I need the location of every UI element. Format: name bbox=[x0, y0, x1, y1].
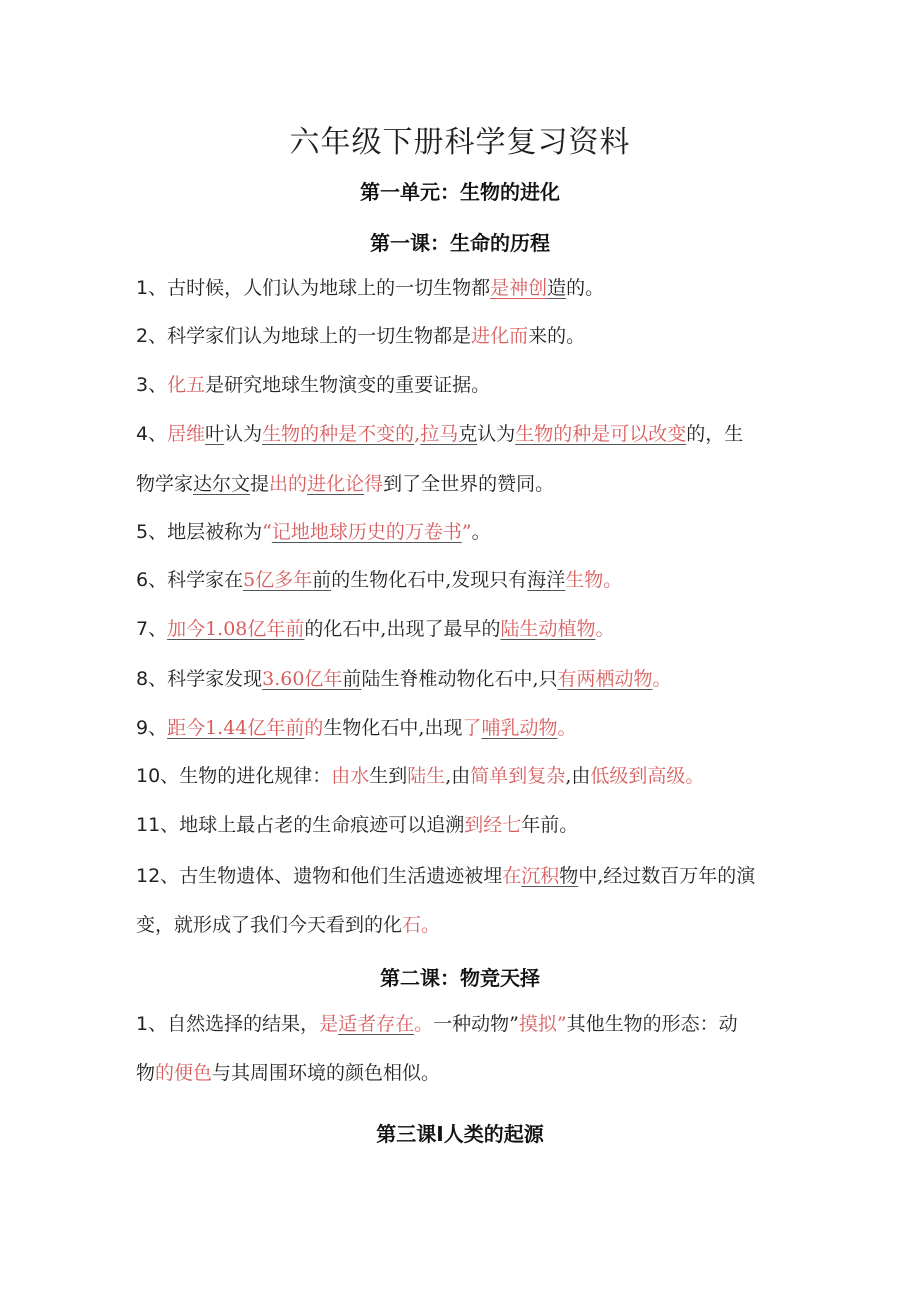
item-number: 10、 bbox=[136, 765, 180, 787]
item-7 bbox=[136, 604, 796, 654]
item-11 bbox=[136, 800, 796, 850]
text: 来的。 bbox=[528, 325, 586, 347]
lesson-3-heading: 第三课I人类的起源 bbox=[376, 1122, 544, 1146]
text: 。 bbox=[471, 521, 491, 543]
item-number: 6、 bbox=[136, 569, 168, 591]
text: 认为 bbox=[224, 423, 263, 445]
text: 的，生 bbox=[686, 423, 744, 445]
text: 地球上最占老的生命痕迹可以追溯 bbox=[179, 814, 465, 836]
answer: 简单到复杂 bbox=[470, 765, 566, 787]
item-number: 2、 bbox=[136, 325, 168, 347]
item-number: 4、 bbox=[136, 423, 168, 445]
answer: 化五 bbox=[167, 374, 206, 396]
text: 物 bbox=[559, 865, 579, 887]
text: 前 bbox=[312, 569, 332, 591]
answer: 哺乳动物 bbox=[481, 717, 558, 739]
text: 克 bbox=[458, 423, 478, 445]
answer: 由水 bbox=[331, 765, 370, 787]
text: 的。 bbox=[566, 277, 605, 299]
text: 其他生物的形态：动 bbox=[566, 1013, 738, 1035]
answer: 生物的种是不变的 bbox=[262, 423, 415, 445]
text: 。 bbox=[557, 717, 577, 739]
item-number: 9、 bbox=[136, 717, 168, 739]
text: 提 bbox=[250, 473, 270, 495]
answer: 距今1.44亿年前 bbox=[167, 717, 305, 739]
text: 生物化石中,出现 bbox=[323, 717, 463, 739]
item-5 bbox=[136, 507, 796, 557]
item-number: 12、 bbox=[136, 865, 180, 887]
answer: 摸拟 bbox=[518, 1013, 557, 1035]
text: 叶 bbox=[205, 423, 225, 445]
text: 物学家 bbox=[136, 473, 194, 495]
text: 地层被称为 bbox=[167, 521, 263, 543]
answer: 得 bbox=[364, 473, 384, 495]
item-12 bbox=[136, 851, 796, 901]
text: “ bbox=[262, 521, 272, 543]
answer: 沉积 bbox=[521, 865, 560, 887]
item-12-continued bbox=[136, 900, 796, 950]
answer: 居维 bbox=[167, 423, 206, 445]
text: 的 bbox=[304, 717, 324, 739]
answer: 出的 bbox=[269, 473, 308, 495]
text: 是研究地球生物演变的重要证据。 bbox=[205, 374, 491, 396]
text: 古时候，人们认为地球上的一切生物都 bbox=[167, 277, 491, 299]
answer: 低级到高级 bbox=[590, 765, 686, 787]
item-6 bbox=[136, 555, 796, 605]
item-4-continued bbox=[136, 459, 796, 509]
text: 。 bbox=[685, 765, 705, 787]
text: 认为 bbox=[477, 423, 516, 445]
answer: 生物 bbox=[565, 569, 604, 591]
text: 。 bbox=[652, 668, 672, 690]
answer: 海洋 bbox=[527, 569, 566, 591]
text: 年前。 bbox=[521, 814, 579, 836]
item-3 bbox=[136, 360, 796, 410]
text: 生物的进化规律： bbox=[179, 765, 332, 787]
text: 是 bbox=[319, 1013, 339, 1035]
text: 的化石中,出现了最早的 bbox=[304, 618, 501, 640]
item-number: 3、 bbox=[136, 374, 168, 396]
text: ” bbox=[461, 521, 472, 543]
answer: 3.60亿年 bbox=[262, 668, 343, 690]
item-number: 1、 bbox=[136, 277, 168, 299]
text: 到了全世界的赞同。 bbox=[383, 473, 555, 495]
text: 前 bbox=[342, 668, 362, 690]
text: 。 bbox=[414, 1013, 434, 1035]
text: 变，就形成了我们今天看到的化 bbox=[136, 914, 403, 936]
item-number: 11、 bbox=[136, 814, 180, 836]
text: 科学家们认为地球上的一切生物都是 bbox=[167, 325, 472, 347]
text: 古生物遗体、遗物和他们生活遗迹被埋 bbox=[179, 865, 503, 887]
item-10 bbox=[136, 751, 796, 801]
text: 科学家发现 bbox=[167, 668, 263, 690]
item-2 bbox=[136, 311, 796, 361]
answer: 进化而 bbox=[471, 325, 529, 347]
text: ” bbox=[509, 1013, 519, 1035]
answer: 有两栖动物 bbox=[557, 668, 653, 690]
text: 。 bbox=[595, 618, 615, 640]
lesson-2-item-1 bbox=[136, 999, 796, 1049]
answer: 生物的种是可以改变 bbox=[515, 423, 687, 445]
unit-heading: 第一单元：生物的进化 bbox=[360, 180, 560, 204]
text: 自然选择的结果， bbox=[167, 1013, 320, 1035]
item-9 bbox=[136, 703, 796, 753]
answer: 拉马 bbox=[420, 423, 459, 445]
text: ,由 bbox=[565, 765, 591, 787]
item-4 bbox=[136, 409, 796, 459]
text: 生到 bbox=[369, 765, 408, 787]
item-8 bbox=[136, 654, 796, 704]
answer: 的便色 bbox=[155, 1062, 213, 1084]
lesson-2-heading: 第二课：物竞天择 bbox=[380, 966, 540, 990]
answer: 陆生 bbox=[407, 765, 446, 787]
answer: 石。 bbox=[402, 914, 441, 936]
item-number: 7、 bbox=[136, 618, 168, 640]
item-number: 8、 bbox=[136, 668, 168, 690]
lesson-1-heading: 第一课：生命的历程 bbox=[370, 231, 550, 255]
answer: 5亿多年 bbox=[243, 569, 313, 591]
answer: 到经七 bbox=[464, 814, 522, 836]
answer: 达尔文 bbox=[193, 473, 251, 495]
answer: 是神创 bbox=[490, 277, 548, 299]
text: 中,经过数百万年的演 bbox=[578, 865, 756, 887]
document-title: 六年级下册科学复习资料 bbox=[289, 125, 631, 160]
text: 造 bbox=[547, 277, 567, 299]
text: 了 bbox=[462, 717, 482, 739]
text: ” bbox=[556, 1013, 567, 1035]
answer: 进化论 bbox=[307, 473, 365, 495]
text: 一种动物 bbox=[433, 1013, 510, 1035]
answer: 记地地球历史的万卷书 bbox=[271, 521, 462, 543]
text: 。 bbox=[603, 569, 623, 591]
text: 陆生脊椎动物化石中,只 bbox=[361, 668, 558, 690]
answer: 陆生动植物 bbox=[500, 618, 596, 640]
text: , bbox=[414, 423, 421, 445]
text: 科学家在 bbox=[167, 569, 244, 591]
text: 的生物化石中,发现只有 bbox=[331, 569, 528, 591]
item-number: 1、 bbox=[136, 1013, 168, 1035]
item-1 bbox=[136, 263, 796, 313]
lesson-2-item-1-continued bbox=[136, 1048, 796, 1098]
item-number: 5、 bbox=[136, 521, 168, 543]
text: 与其周围环境的颜色相似。 bbox=[212, 1062, 441, 1084]
answer: 适者存在 bbox=[338, 1013, 415, 1035]
text: ,由 bbox=[445, 765, 471, 787]
text: 在 bbox=[502, 865, 522, 887]
text: 物 bbox=[136, 1062, 156, 1084]
answer: 加今1.08亿年前 bbox=[167, 618, 305, 640]
